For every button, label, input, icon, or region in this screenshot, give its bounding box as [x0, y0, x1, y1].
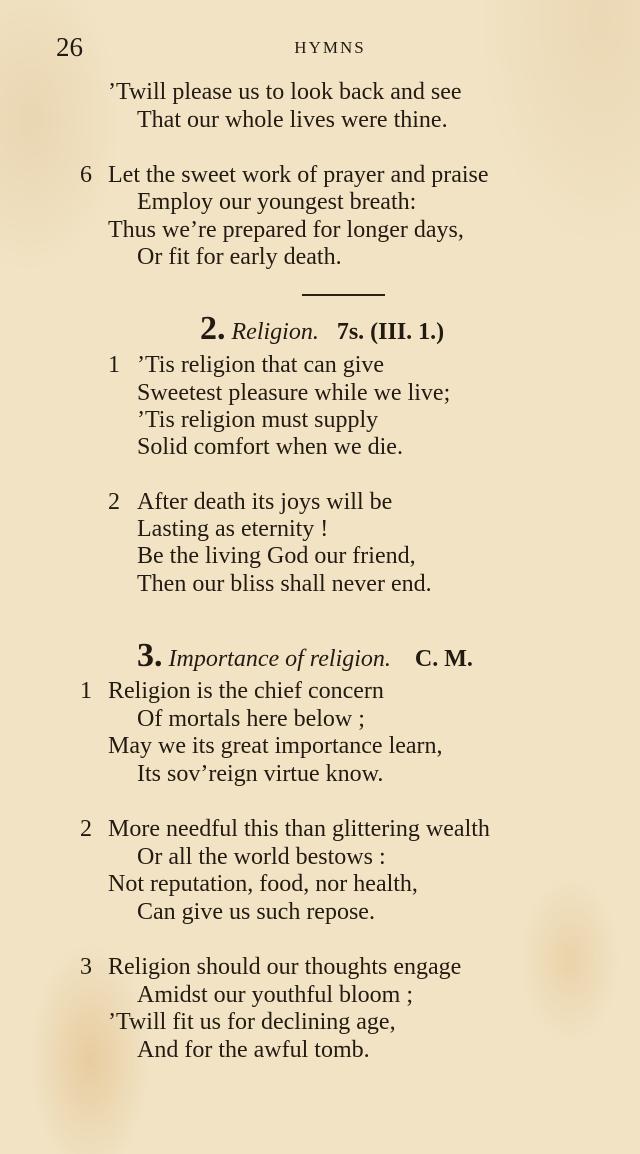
stanza-number: 3	[80, 954, 92, 980]
verse-line: More needful this than glittering wealth	[108, 816, 490, 842]
stanza-number: 1	[80, 678, 92, 704]
hymn-heading	[200, 310, 445, 348]
verse-line: Can give us such repose.	[137, 899, 375, 925]
verse-line: Lasting as eternity !	[137, 516, 329, 542]
verse-line: May we its great importance learn,	[108, 733, 443, 759]
verse-line: Amidst our youthful bloom ;	[137, 982, 413, 1008]
hymn-title: Importance of religion.	[168, 646, 391, 672]
stanza-number: 1	[108, 352, 120, 378]
verse-line: Of mortals here below ;	[137, 706, 365, 732]
section-divider	[302, 294, 385, 296]
verse-line: Religion should our thoughts engage	[108, 954, 462, 980]
verse-line: Sweetest pleasure while we live;	[137, 380, 451, 406]
verse-line: Or fit for early death.	[137, 244, 342, 270]
verse-line: Employ our youngest breath:	[137, 189, 417, 215]
verse-line: After death its joys will be	[137, 489, 393, 515]
stanza-number: 6	[80, 162, 92, 188]
hymn-title: Religion.	[231, 319, 319, 345]
verse-line: Its sov’reign virtue know.	[137, 761, 384, 787]
verse-line: Religion is the chief concern	[108, 678, 384, 704]
verse-line: Or all the world bestows :	[137, 844, 386, 870]
verse-line: ’Tis religion that can give	[137, 352, 385, 378]
verse-line: That our whole lives were thine.	[137, 107, 448, 133]
verse-line: Not reputation, food, nor health,	[108, 871, 418, 897]
hymn-meter: 7s. (III. 1.)	[336, 319, 445, 345]
verse-line: ’Twill please us to look back and see	[108, 79, 462, 105]
hymn-number: 3.	[137, 637, 163, 674]
verse-line: ’Tis religion must supply	[137, 407, 379, 433]
verse-line: Then our bliss shall never end.	[137, 571, 432, 597]
stanza-number: 2	[108, 489, 120, 515]
page-header	[0, 32, 640, 68]
verse-line: Let the sweet work of prayer and praise	[108, 162, 489, 188]
stanza-number: 2	[80, 816, 92, 842]
running-head: HYMNS	[294, 38, 366, 57]
verse-line: Thus we’re prepared for longer days,	[108, 217, 464, 243]
verse-line: Solid comfort when we die.	[137, 434, 403, 460]
verse-line: And for the awful tomb.	[137, 1037, 370, 1063]
page-number: 26	[56, 32, 83, 62]
hymn-number: 2.	[200, 310, 226, 347]
verse-line: Be the living God our friend,	[137, 543, 416, 569]
hymn-heading	[137, 637, 473, 675]
hymn-meter: C. M.	[414, 646, 473, 672]
verse-line: ’Twill fit us for declining age,	[108, 1009, 396, 1035]
